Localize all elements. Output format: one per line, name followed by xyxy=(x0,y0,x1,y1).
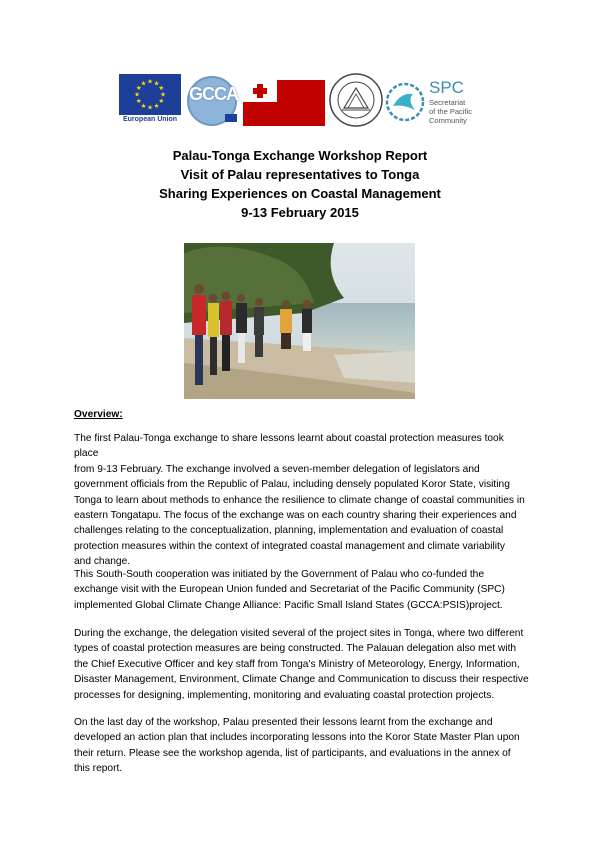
gcca-logo xyxy=(185,76,241,128)
eu-star-icon: ★ xyxy=(140,101,147,110)
paragraph-3: During the exchange, the delegation visited several of the project sites in Tonga, where two different types of coastal protection measures are being constructed. The Palauan delegation also met with the Chief Executive Officer and key staff from Tonga’s Ministry of Meteorology, Energy, Information, Disaster Management, Environment, Climate Change and Communication to discuss their respective processes for designing, implementing, monitoring and evaluating coastal protection projects. xyxy=(74,628,529,701)
gcca-text: GCCA xyxy=(189,84,238,104)
title-line: Sharing Experiences on Coastal Management xyxy=(159,186,441,201)
eu-star-icon: ★ xyxy=(147,77,153,86)
title-date: 9-13 February 2015 xyxy=(241,205,359,220)
spc-logo xyxy=(385,78,485,128)
title-line: Palau-Tonga Exchange Workshop Report xyxy=(172,148,428,163)
paragraph-2: This South-South cooperation was initiated by the Government of Palau who co-funded the exchange visit with the European Union funded and Secretariat of the Pacific Community (SPC) implemented Global Climate Change Alliance: Pacific Small Island States (GCCA:PSIS)project. xyxy=(74,569,505,611)
spc-subtitle: Secretariat of the Pacific Community xyxy=(429,98,472,125)
title-line: Visit of Palau representatives to Tonga xyxy=(180,167,420,182)
eu-logo xyxy=(119,74,181,126)
eu-star-icon: ★ xyxy=(147,103,153,112)
eu-star-icon: ★ xyxy=(135,97,142,106)
spc-emblem-icon xyxy=(385,82,425,122)
eu-star-icon: ★ xyxy=(158,97,165,106)
palau-seal-icon xyxy=(329,72,383,128)
eu-star-icon: ★ xyxy=(134,90,140,99)
spc-name: SPC xyxy=(429,78,464,97)
logo-row xyxy=(0,72,600,130)
eu-star-icon: ★ xyxy=(153,101,160,110)
eu-star-icon: ★ xyxy=(140,79,147,88)
delegation-photo xyxy=(184,243,415,399)
eu-star-icon: ★ xyxy=(135,84,142,93)
overview-heading: Overview: xyxy=(74,409,123,420)
tonga-flag-icon xyxy=(243,80,325,126)
eu-star-icon: ★ xyxy=(153,79,160,88)
eu-flag-icon xyxy=(119,74,181,115)
eu-caption: European Union xyxy=(122,116,178,123)
paragraph-1: The first Palau-Tonga exchange to share lessons learnt about coastal protection measures took place from 9-13 February. The exchange involved a seven-member delegation of legislators and government officials from the Republic of Palau, including densely populated Koror State, visiting Tonga to learn about methods to enhance the resilience to climate change of coastal communities in eastern Tongatapu. The focus of the exchange was on each country sharing their experiences and challenges relating to the conceptualization, planning, implementation and evaluation of coastal protection measures within the context of integrated coastal management and climate variability and change. xyxy=(74,433,525,568)
report-title xyxy=(0,146,600,222)
eu-star-icon: ★ xyxy=(158,84,165,93)
eu-star-icon: ★ xyxy=(160,90,166,99)
paragraph-4: On the last day of the workshop, Palau presented their lessons learnt from the exchange and developed an action plan that includes incorporating lessons into the Koror State Master Plan upon their return. Please see the workshop agenda, list of participants, and evaluations in the annex of this report. xyxy=(74,717,520,775)
